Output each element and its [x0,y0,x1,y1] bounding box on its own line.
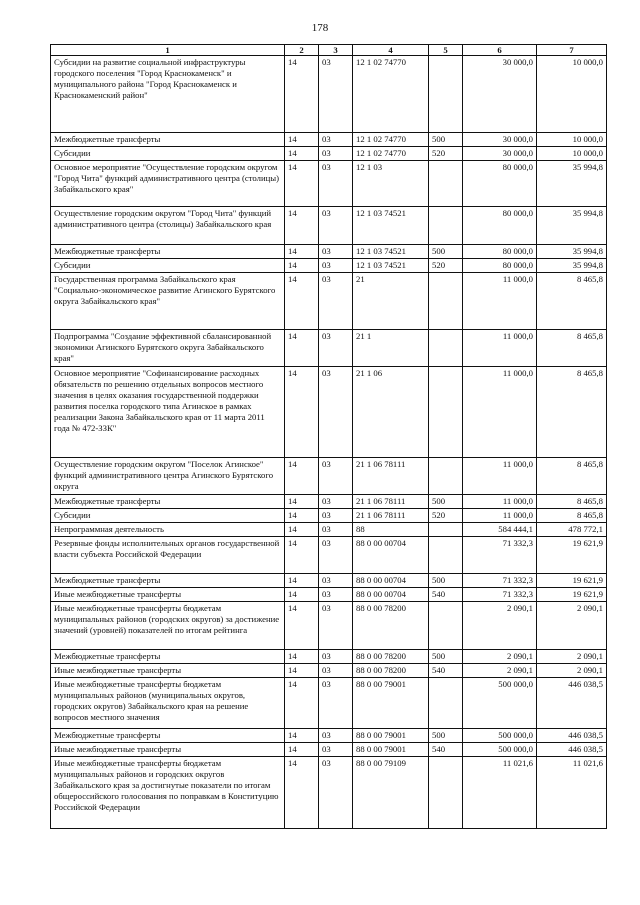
item-name: Основное мероприятие "Осуществление городским округом "Город Чита" функций административного центра (столицы) Забайкальского края" [51,161,285,207]
expense-type-code: 520 [429,147,463,161]
expense-type-code: 500 [429,245,463,259]
section-code: 14 [285,458,319,495]
table-row [51,495,607,509]
target-article-code: 12 1 02 74770 [353,147,429,161]
executed-amount: 19 621,9 [537,537,607,574]
item-name: Резервные фонды исполнительных органов государственной власти субъекта Российской Федерации [51,537,285,574]
target-article-code: 12 1 03 74521 [353,245,429,259]
planned-amount: 80 000,0 [463,259,537,273]
item-name: Межбюджетные трансферты [51,574,285,588]
executed-amount: 446 038,5 [537,678,607,729]
section-code: 14 [285,588,319,602]
section-code: 14 [285,574,319,588]
table-row [51,602,607,650]
target-article-code: 21 [353,273,429,330]
section-code: 14 [285,678,319,729]
item-name: Иные межбюджетные трансферты бюджетам муниципальных районов (городских округов) за достижение значений (уровней) показателей по итогам рейтинга [51,602,285,650]
executed-amount: 8 465,8 [537,509,607,523]
section-code: 14 [285,56,319,133]
item-name: Подпрограмма "Создание эффективной сбалансированной экономики Агинского Бурятского округа Забайкальского края" [51,330,285,367]
planned-amount: 80 000,0 [463,161,537,207]
subsection-code: 03 [319,650,353,664]
executed-amount: 8 465,8 [537,330,607,367]
target-article-code: 21 1 06 78111 [353,509,429,523]
executed-amount: 478 772,1 [537,523,607,537]
planned-amount: 30 000,0 [463,147,537,161]
expense-type-code [429,161,463,207]
column-header: 1 [51,45,285,56]
planned-amount: 80 000,0 [463,207,537,245]
table-row [51,367,607,458]
planned-amount: 500 000,0 [463,729,537,743]
executed-amount: 10 000,0 [537,147,607,161]
subsection-code: 03 [319,537,353,574]
section-code: 14 [285,133,319,147]
target-article-code: 12 1 03 74521 [353,259,429,273]
target-article-code: 12 1 03 74521 [353,207,429,245]
executed-amount: 8 465,8 [537,273,607,330]
executed-amount: 8 465,8 [537,458,607,495]
subsection-code: 03 [319,56,353,133]
subsection-code: 03 [319,259,353,273]
executed-amount: 446 038,5 [537,729,607,743]
executed-amount: 35 994,8 [537,207,607,245]
executed-amount: 11 021,6 [537,757,607,829]
target-article-code: 88 0 00 00704 [353,574,429,588]
target-article-code: 12 1 02 74770 [353,56,429,133]
target-article-code: 21 1 06 78111 [353,458,429,495]
table-row [51,678,607,729]
table-row [51,245,607,259]
executed-amount: 2 090,1 [537,602,607,650]
executed-amount: 35 994,8 [537,161,607,207]
section-code: 14 [285,523,319,537]
subsection-code: 03 [319,367,353,458]
executed-amount: 35 994,8 [537,259,607,273]
section-code: 14 [285,161,319,207]
executed-amount: 2 090,1 [537,650,607,664]
planned-amount: 2 090,1 [463,650,537,664]
table-row [51,273,607,330]
item-name: Субсидии на развитие социальной инфраструктуры городского поселения "Город Краснокаменск" и муниципального района "Город Краснокаменск и Краснокаменский район" [51,56,285,133]
section-code: 14 [285,495,319,509]
section-code: 14 [285,207,319,245]
column-header: 6 [463,45,537,56]
subsection-code: 03 [319,729,353,743]
expense-type-code [429,602,463,650]
target-article-code: 88 0 00 78200 [353,650,429,664]
expense-type-code [429,537,463,574]
column-header: 3 [319,45,353,56]
subsection-code: 03 [319,509,353,523]
section-code: 14 [285,147,319,161]
column-header: 5 [429,45,463,56]
item-name: Межбюджетные трансферты [51,245,285,259]
subsection-code: 03 [319,574,353,588]
item-name: Непрограммная деятельность [51,523,285,537]
table-row [51,729,607,743]
target-article-code: 88 0 00 78200 [353,664,429,678]
expense-type-code [429,678,463,729]
table-row [51,650,607,664]
section-code: 14 [285,273,319,330]
item-name: Государственная программа Забайкальского края "Социально-экономическое развитие Агинского Бурятского округа Забайкальского края" [51,273,285,330]
planned-amount: 30 000,0 [463,133,537,147]
target-article-code: 88 0 00 00704 [353,588,429,602]
executed-amount: 8 465,8 [537,367,607,458]
planned-amount: 11 000,0 [463,367,537,458]
item-name: Иные межбюджетные трансферты [51,588,285,602]
table-row [51,537,607,574]
item-name: Осуществление городским округом "Город Чита" функций административного центра (столицы) Забайкальского края [51,207,285,245]
section-code: 14 [285,729,319,743]
target-article-code: 12 1 02 74770 [353,133,429,147]
item-name: Межбюджетные трансферты [51,495,285,509]
planned-amount: 11 021,6 [463,757,537,829]
expense-type-code [429,207,463,245]
subsection-code: 03 [319,757,353,829]
item-name: Осуществление городским округом "Поселок Агинское" функций административного центра Агинского Бурятского округа [51,458,285,495]
planned-amount: 11 000,0 [463,458,537,495]
column-header: 2 [285,45,319,56]
column-header: 4 [353,45,429,56]
expense-type-code [429,757,463,829]
subsection-code: 03 [319,664,353,678]
section-code: 14 [285,367,319,458]
item-name: Межбюджетные трансферты [51,729,285,743]
expense-type-code [429,273,463,330]
expense-type-code: 540 [429,588,463,602]
table-row [51,330,607,367]
section-code: 14 [285,245,319,259]
item-name: Субсидии [51,259,285,273]
planned-amount: 11 000,0 [463,495,537,509]
planned-amount: 71 332,3 [463,537,537,574]
planned-amount: 500 000,0 [463,678,537,729]
section-code: 14 [285,602,319,650]
table-row [51,133,607,147]
target-article-code: 88 [353,523,429,537]
planned-amount: 11 000,0 [463,509,537,523]
subsection-code: 03 [319,133,353,147]
executed-amount: 446 038,5 [537,743,607,757]
table-row [51,588,607,602]
table-row [51,207,607,245]
expense-type-code: 540 [429,664,463,678]
table-row [51,574,607,588]
planned-amount: 80 000,0 [463,245,537,259]
budget-table [50,44,607,829]
table-row [51,743,607,757]
expense-type-code: 500 [429,729,463,743]
subsection-code: 03 [319,458,353,495]
item-name: Субсидии [51,509,285,523]
table-row [51,523,607,537]
target-article-code: 88 0 00 00704 [353,537,429,574]
target-article-code: 88 0 00 79001 [353,743,429,757]
subsection-code: 03 [319,207,353,245]
item-name: Иные межбюджетные трансферты [51,743,285,757]
subsection-code: 03 [319,678,353,729]
section-code: 14 [285,664,319,678]
subsection-code: 03 [319,245,353,259]
section-code: 14 [285,330,319,367]
expense-type-code: 500 [429,495,463,509]
item-name: Межбюджетные трансферты [51,650,285,664]
planned-amount: 500 000,0 [463,743,537,757]
expense-type-code: 540 [429,743,463,757]
planned-amount: 2 090,1 [463,602,537,650]
table-row [51,664,607,678]
expense-type-code [429,367,463,458]
expense-type-code: 500 [429,133,463,147]
planned-amount: 30 000,0 [463,56,537,133]
expense-type-code [429,330,463,367]
executed-amount: 2 090,1 [537,664,607,678]
executed-amount: 19 621,9 [537,588,607,602]
subsection-code: 03 [319,602,353,650]
target-article-code: 21 1 [353,330,429,367]
executed-amount: 35 994,8 [537,245,607,259]
subsection-code: 03 [319,495,353,509]
expense-type-code [429,523,463,537]
expense-type-code: 520 [429,259,463,273]
subsection-code: 03 [319,330,353,367]
table-row [51,56,607,133]
planned-amount: 11 000,0 [463,330,537,367]
executed-amount: 10 000,0 [537,133,607,147]
executed-amount: 19 621,9 [537,574,607,588]
subsection-code: 03 [319,273,353,330]
table-row [51,259,607,273]
item-name: Межбюджетные трансферты [51,133,285,147]
section-code: 14 [285,537,319,574]
planned-amount: 584 444,1 [463,523,537,537]
expense-type-code: 500 [429,574,463,588]
item-name: Основное мероприятие "Софинансирование расходных обязательств по решению отдельных вопросов местного значения в целях оказания государственной поддержки развития поселка городского типа Агинское в рамках реализации Закона Забайкальского края от 11 марта 2011 года № 472-ЗЗК" [51,367,285,458]
item-name: Иные межбюджетные трансферты бюджетам муниципальных районов (муниципальных округов, городских округов) Забайкальского края на решение вопросов местного значения [51,678,285,729]
expense-type-code: 520 [429,509,463,523]
expense-type-code [429,56,463,133]
target-article-code: 88 0 00 78200 [353,602,429,650]
item-name: Иные межбюджетные трансферты [51,664,285,678]
table-header-row [51,45,607,56]
target-article-code: 88 0 00 79109 [353,757,429,829]
target-article-code: 88 0 00 79001 [353,678,429,729]
subsection-code: 03 [319,523,353,537]
page-number: 178 [311,22,329,34]
expense-type-code [429,458,463,495]
planned-amount: 71 332,3 [463,574,537,588]
subsection-code: 03 [319,743,353,757]
section-code: 14 [285,743,319,757]
subsection-code: 03 [319,161,353,207]
subsection-code: 03 [319,147,353,161]
executed-amount: 8 465,8 [537,495,607,509]
executed-amount: 10 000,0 [537,56,607,133]
section-code: 14 [285,757,319,829]
item-name: Субсидии [51,147,285,161]
section-code: 14 [285,650,319,664]
planned-amount: 71 332,3 [463,588,537,602]
table-row [51,509,607,523]
planned-amount: 2 090,1 [463,664,537,678]
subsection-code: 03 [319,588,353,602]
item-name: Иные межбюджетные трансферты бюджетам муниципальных районов и городских округов Забайкальского края за достигнутые показатели по итогам общероссийского голосования по поправкам в Конституцию Российской Федерации [51,757,285,829]
table-row [51,161,607,207]
table-row [51,757,607,829]
column-header: 7 [537,45,607,56]
table-row [51,458,607,495]
target-article-code: 88 0 00 79001 [353,729,429,743]
section-code: 14 [285,509,319,523]
target-article-code: 21 1 06 [353,367,429,458]
target-article-code: 21 1 06 78111 [353,495,429,509]
table-row [51,147,607,161]
expense-type-code: 500 [429,650,463,664]
section-code: 14 [285,259,319,273]
planned-amount: 11 000,0 [463,273,537,330]
target-article-code: 12 1 03 [353,161,429,207]
